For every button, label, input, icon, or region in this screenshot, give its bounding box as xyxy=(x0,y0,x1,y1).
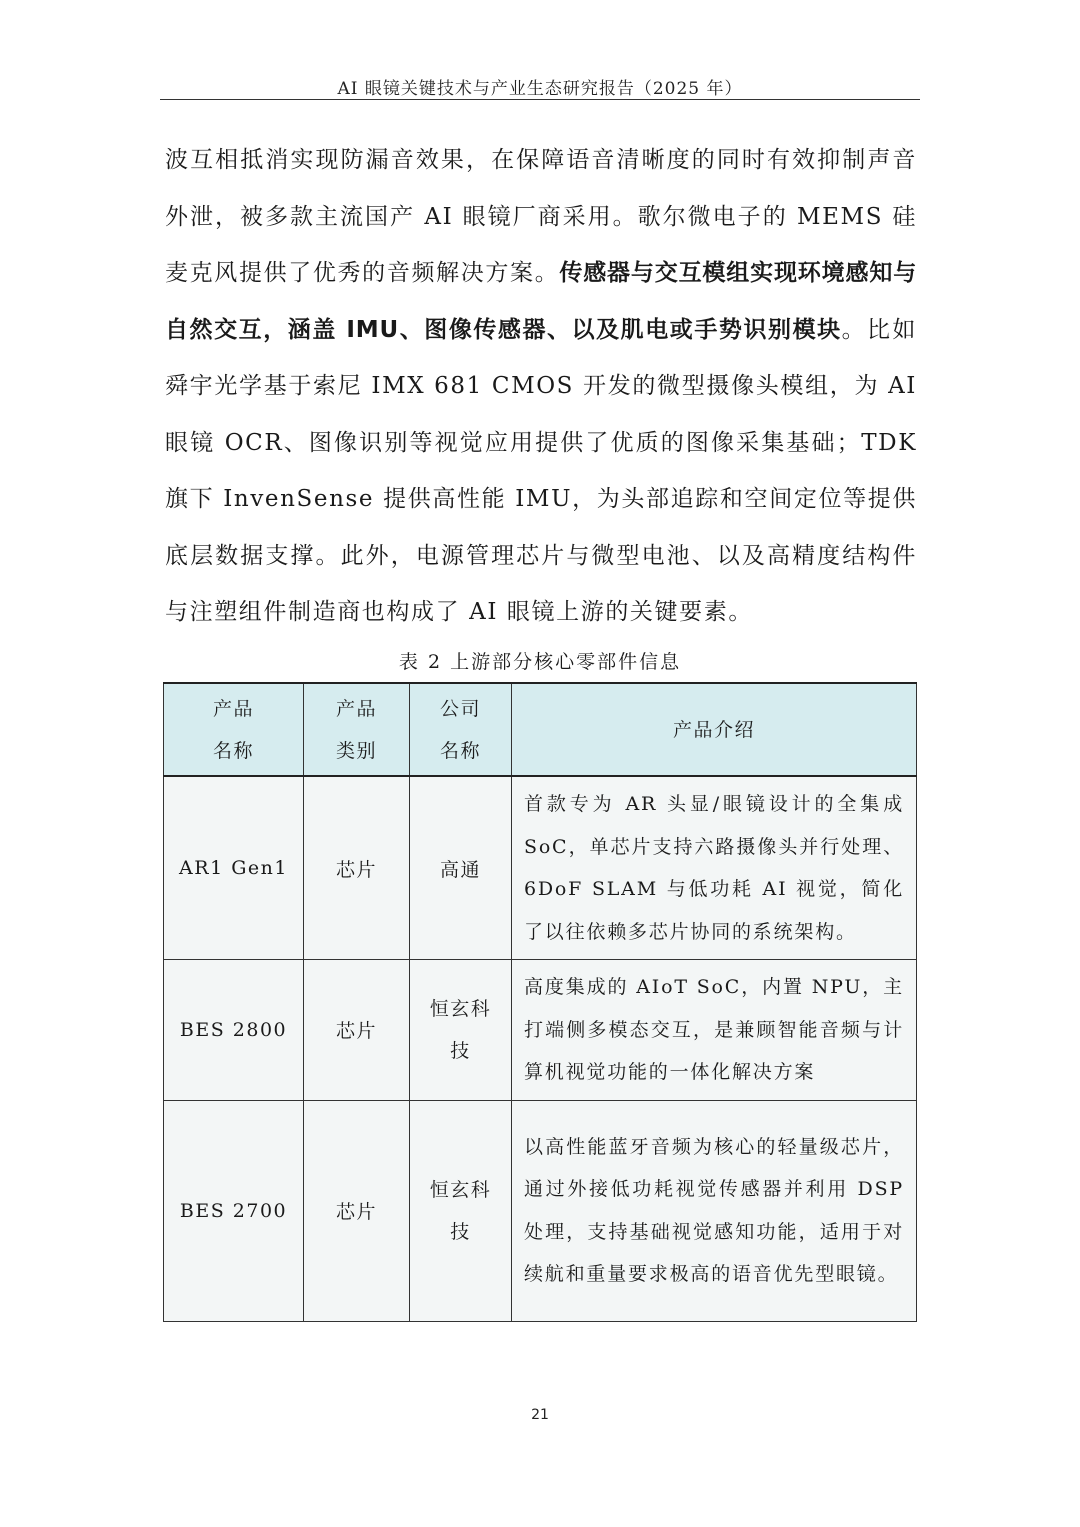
body-paragraph xyxy=(165,132,917,641)
cell-description: 首款专为 AR 头显/眼镜设计的全集成 SoC，单芯片支持六路摄像头并行处理、6DoF SLAM 与低功耗 AI 视觉，简化了以往依赖多芯片协同的系统架构。 xyxy=(512,776,917,960)
cell-product-name: BES 2700 xyxy=(164,1100,304,1321)
header-company-name: 公司 名称 xyxy=(410,683,512,776)
cell-company: 高通 xyxy=(410,776,512,960)
running-header-title: AI 眼镜关键技术与产业生态研究报告（2025 年） xyxy=(337,79,743,99)
header-product-name: 产品 名称 xyxy=(164,683,304,776)
cell-product-name: BES 2800 xyxy=(164,960,304,1101)
table-caption: 表 2 上游部分核心零部件信息 xyxy=(398,651,682,673)
table-row xyxy=(164,776,917,960)
bold-topic-sentence: 传感器与交互模组实现环境感知与自然交互，涵盖 IMU、图像传感器、以及肌电或手势识别模块 xyxy=(165,260,917,343)
paragraph-text-end: 。比如舜宇光学基于索尼 IMX 681 CMOS 开发的微型摄像头模组，为 AI 眼镜 OCR、图像识别等视觉应用提供了优质的图像采集基础；TDK 旗下 InvenSense 提供高性能 IMU，为头部追踪和空间定位等提供底层数据支撑。此外，电源管理芯片与微型电池、以及高精度结构件与注塑组件制造商也构成了 AI 眼镜上游的关键要素。 xyxy=(165,316,917,625)
cell-category: 芯片 xyxy=(304,1100,410,1321)
cell-description: 以高性能蓝牙音频为核心的轻量级芯片，通过外接低功耗视觉传感器并利用 DSP 处理，支持基础视觉感知功能，适用于对续航和重量要求极高的语音优先型眼镜。 xyxy=(512,1100,917,1321)
header-product-category: 产品 类别 xyxy=(304,683,410,776)
cell-product-name: AR1 Gen1 xyxy=(164,776,304,960)
cell-category: 芯片 xyxy=(304,776,410,960)
cell-company: 恒玄科技 xyxy=(410,1100,512,1321)
cell-company: 恒玄科技 xyxy=(410,960,512,1101)
cell-description: 高度集成的 AIoT SoC，内置 NPU，主打端侧多模态交互，是兼顾智能音频与计算机视觉功能的一体化解决方案 xyxy=(512,960,917,1101)
header-product-description: 产品介绍 xyxy=(512,683,917,776)
cell-category: 芯片 xyxy=(304,960,410,1101)
table-row xyxy=(164,1100,917,1321)
table-header-row xyxy=(164,683,917,776)
components-table xyxy=(163,682,917,1322)
table-row xyxy=(164,960,917,1101)
page-number: 21 xyxy=(531,1407,549,1423)
paragraph-text-start: 波互相抵消实现防漏音效果，在保障语音清晰度的同时有效抑制声音外泄，被多款主流国产 AI 眼镜厂商采用。歌尔微电子的 MEMS 硅麦克风提供了优秀的音频解决方案。 xyxy=(165,147,917,286)
header-divider xyxy=(160,99,920,100)
